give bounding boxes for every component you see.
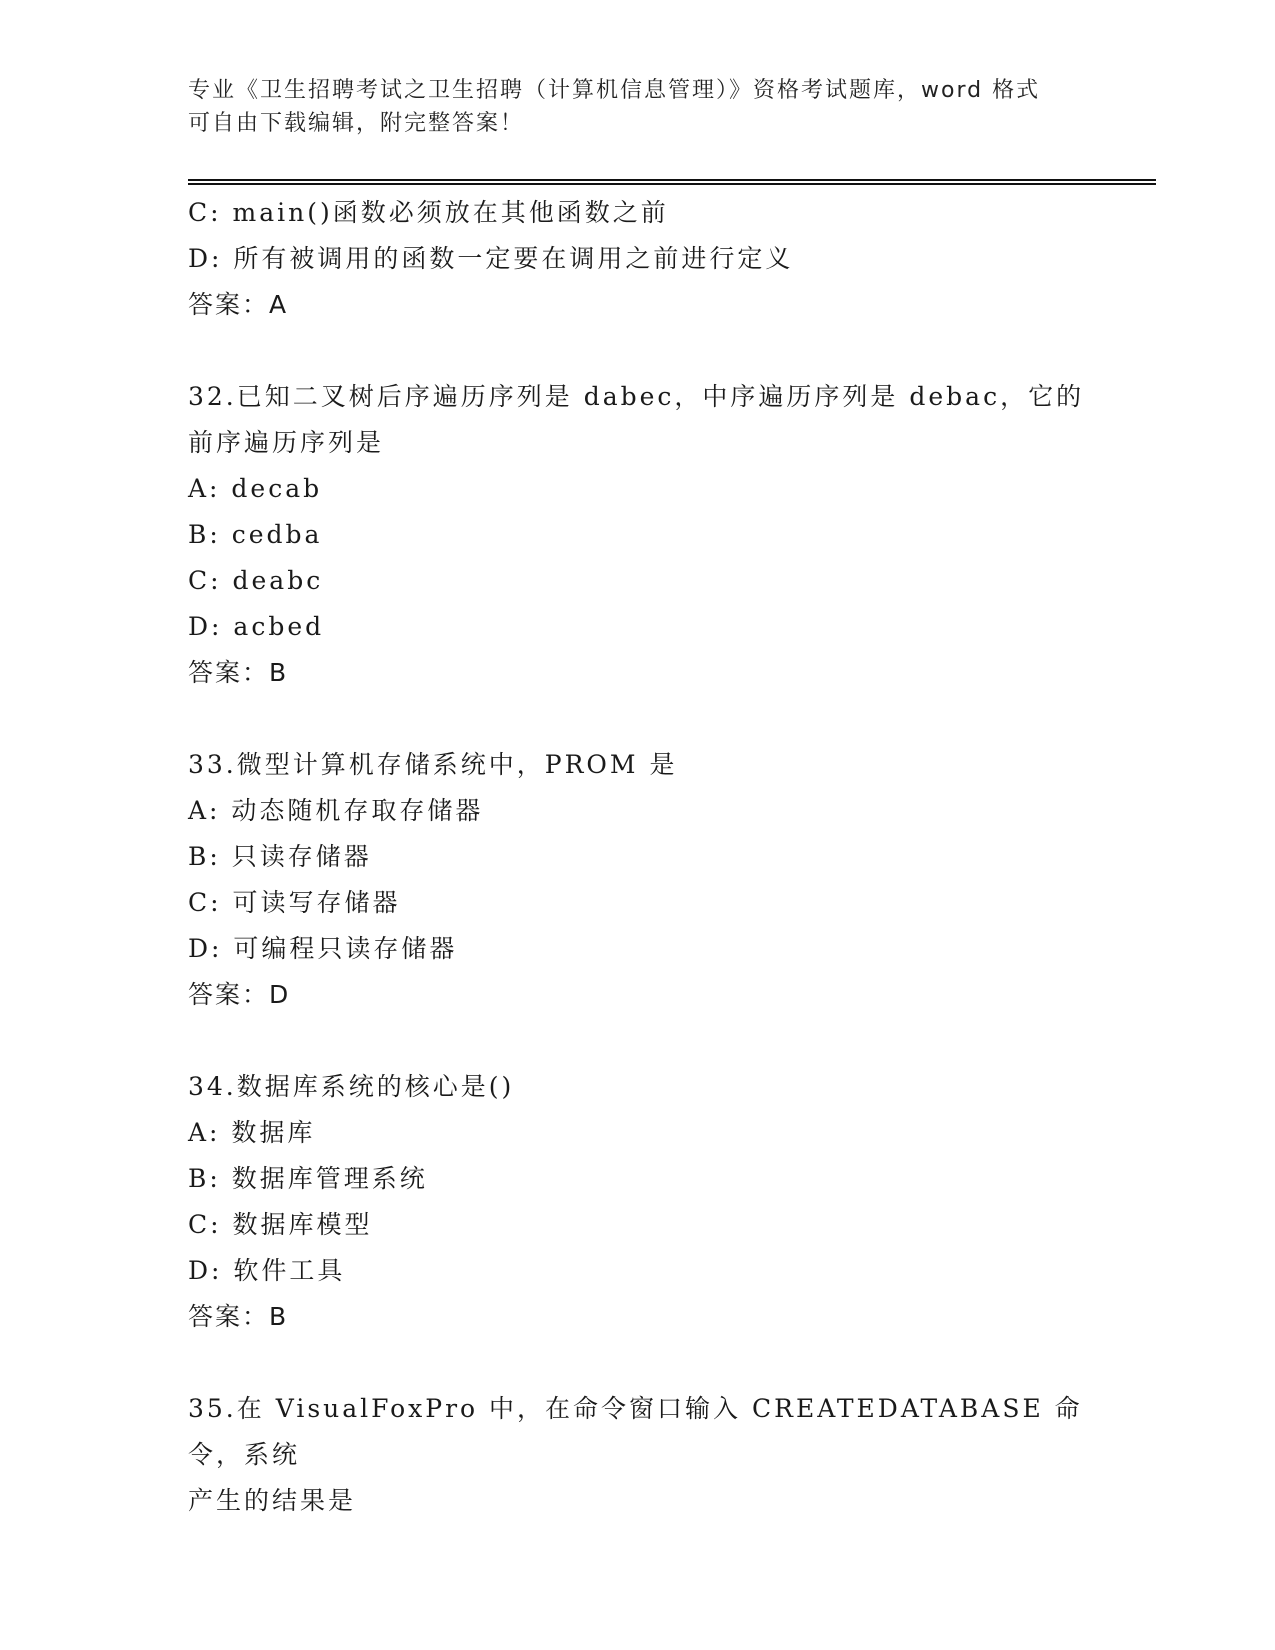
question-stem: 34.数据库系统的核心是() <box>188 1072 515 1101</box>
spacer <box>188 1340 1088 1386</box>
option-b: B: 数据库管理系统 <box>188 1164 428 1193</box>
spacer <box>188 1018 1088 1064</box>
option-d: D: acbed <box>188 612 325 641</box>
question-33 <box>188 742 1088 1018</box>
spacer <box>188 328 1088 374</box>
option-c: C: 可读写存储器 <box>188 888 401 917</box>
question-stem: 33.微型计算机存储系统中，PROM 是 <box>188 750 678 779</box>
option-a: A: 数据库 <box>188 1118 316 1147</box>
question-stem: 35.在 VisualFoxPro 中，在命令窗口输入 CREATEDATABASE 命令，系统 <box>188 1394 1083 1469</box>
header-line-1: 专业《卫生招聘考试之卫生招聘（计算机信息管理）》资格考试题库，word 格式 <box>188 78 1041 103</box>
option-c: C: main()函数必须放在其他函数之前 <box>188 198 669 227</box>
question-35 <box>188 1386 1088 1524</box>
option-d: D: 软件工具 <box>188 1256 346 1285</box>
answer-label: 答案：A <box>188 290 289 319</box>
question-stem-continued: 产生的结果是 <box>188 1486 357 1515</box>
question-stem: 32.已知二叉树后序遍历序列是 dabec，中序遍历序列是 debac，它的 <box>188 382 1085 411</box>
option-d: D: 所有被调用的函数一定要在调用之前进行定义 <box>188 244 794 273</box>
question-stem-continued: 前序遍历序列是 <box>188 428 385 457</box>
document-header <box>188 74 1088 140</box>
question-34 <box>188 1064 1088 1340</box>
question-list <box>188 190 1088 1524</box>
option-c: C: deabc <box>188 566 324 595</box>
option-b: B: cedba <box>188 520 323 549</box>
question-32 <box>188 374 1088 696</box>
option-d: D: 可编程只读存储器 <box>188 934 458 963</box>
answer-label: 答案：B <box>188 1302 289 1331</box>
option-a: A: 动态随机存取存储器 <box>188 796 484 825</box>
header-double-rule <box>188 179 1156 185</box>
option-c: C: 数据库模型 <box>188 1210 373 1239</box>
spacer <box>188 696 1088 742</box>
answer-label: 答案：B <box>188 658 289 687</box>
option-b: B: 只读存储器 <box>188 842 372 871</box>
header-line-2: 可自由下载编辑，附完整答案！ <box>188 111 525 136</box>
option-a: A: decab <box>188 474 323 503</box>
question-31-continued <box>188 190 1088 328</box>
answer-label: 答案：D <box>188 980 291 1009</box>
